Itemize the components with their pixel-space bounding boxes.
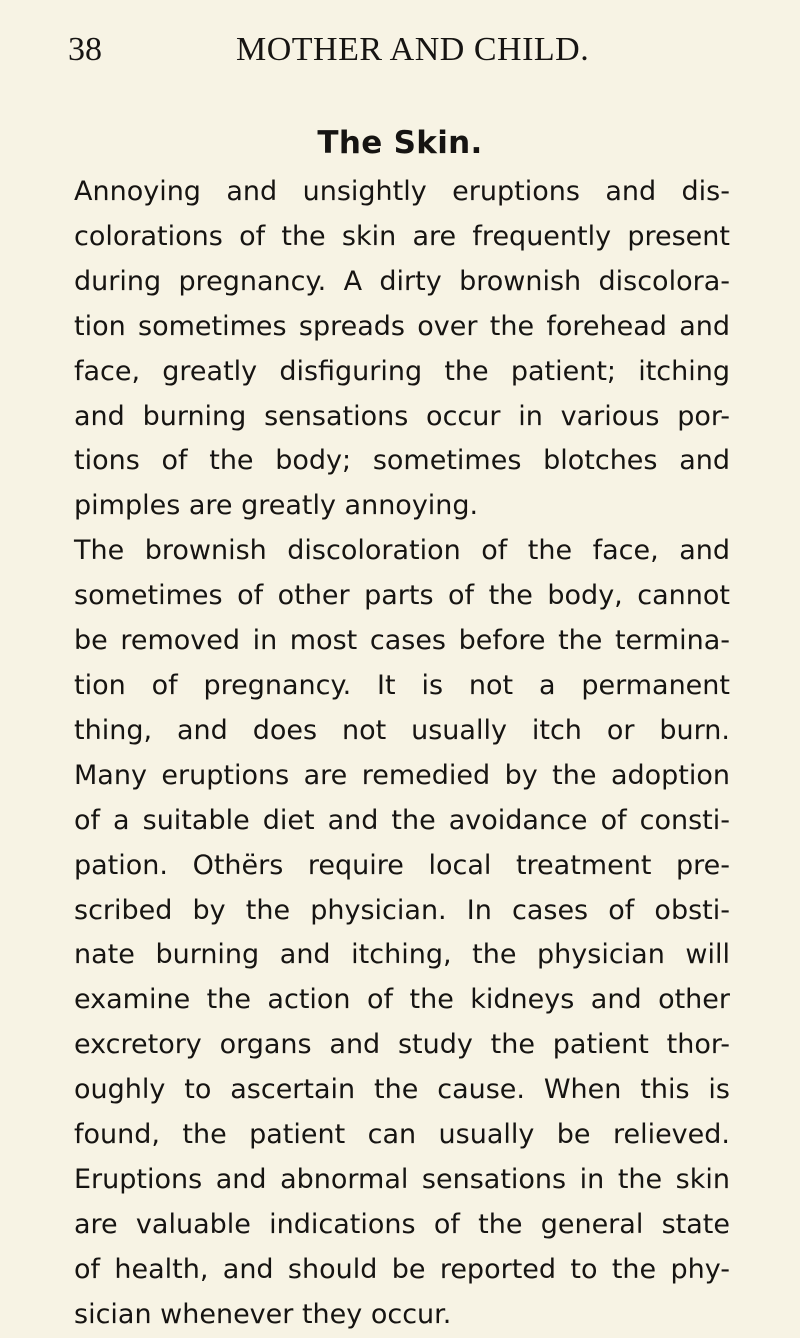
text-line: The brownish discoloration of the face, and xyxy=(74,535,730,567)
section-title: The Skin. xyxy=(317,125,483,161)
text-line: tion sometimes spreads over the forehead and xyxy=(74,310,730,342)
text-line: of a suitable diet and the avoidance of consti- xyxy=(74,804,730,836)
text-line: Many eruptions are remedied by the adoption xyxy=(74,759,730,791)
page-number: 38 xyxy=(68,31,102,68)
text-line: found, the patient can usually be relieved. xyxy=(74,1119,730,1151)
text-line: oughly to ascertain the cause. When this is xyxy=(74,1074,730,1106)
text-line: are valuable indications of the general state xyxy=(74,1208,730,1240)
text-line: scribed by the physician. In cases of obsti- xyxy=(74,894,730,926)
text-line: Eruptions and abnormal sensations in the skin xyxy=(74,1163,730,1195)
text-line: tion of pregnancy. It is not a permanent xyxy=(74,669,730,701)
text-line: during pregnancy. A dirty brownish discolora- xyxy=(74,265,730,297)
text-line: and burning sensations occur in various por- xyxy=(74,400,730,432)
text-line: sometimes of other parts of the body, cannot xyxy=(74,580,730,612)
text-line: pimples are greatly annoying. xyxy=(74,490,479,522)
text-line: be removed in most cases before the termina- xyxy=(74,625,730,657)
text-line: of health, and should be reported to the phy- xyxy=(74,1253,730,1285)
text-line: thing, and does not usually itch or burn. xyxy=(74,714,730,746)
running-head xyxy=(0,30,800,70)
running-title: MOTHER AND CHILD. xyxy=(236,31,590,68)
text-line: pation. Othërs require local treatment pre- xyxy=(74,849,730,881)
text-line: excretory organs and study the patient thor- xyxy=(74,1029,730,1061)
text-line: examine the action of the kidneys and other xyxy=(74,984,730,1016)
text-line: colorations of the skin are frequently present xyxy=(74,220,730,252)
text-line: sician whenever they occur. xyxy=(74,1298,452,1330)
body-text xyxy=(74,170,730,1338)
text-line: tions of the body; sometimes blotches and xyxy=(74,445,730,477)
text-line: face, greatly disfiguring the patient; itching xyxy=(74,355,730,387)
text-line: Annoying and unsightly eruptions and dis- xyxy=(74,176,730,207)
text-line: nate burning and itching, the physician will xyxy=(74,939,730,971)
